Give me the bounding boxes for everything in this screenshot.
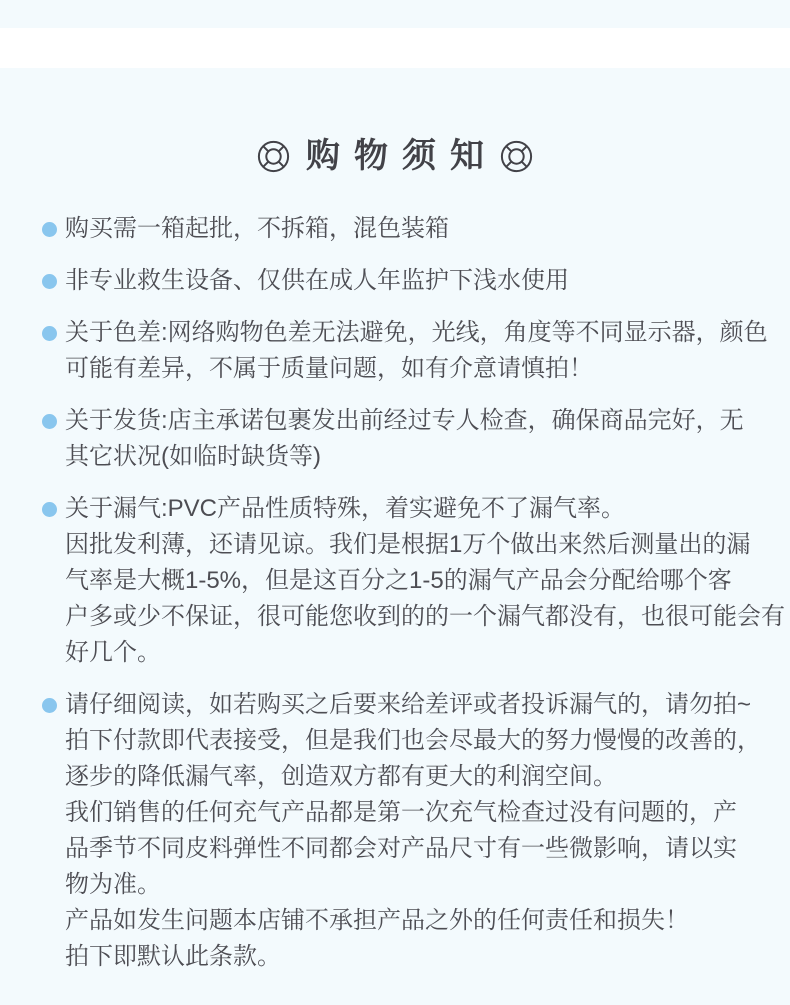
notice-text — [65, 687, 760, 975]
notice-item — [42, 211, 760, 247]
lifebuoy-icon — [257, 140, 290, 173]
shopping-notice-panel — [0, 138, 790, 975]
bullet-dot-icon — [42, 502, 57, 517]
notice-item — [42, 315, 768, 387]
notice-line: 拍下付款即代表接受，但是我们也会尽最大的努力慢慢的改善的， — [65, 727, 761, 754]
notice-text — [65, 315, 768, 387]
notice-line: 购买需一箱起批，不拆箱，混色装箱 — [65, 215, 449, 242]
notice-line: 品季节不同皮料弹性不同都会对产品尺寸有一些微影响，请以实 — [65, 835, 737, 862]
section-header — [0, 138, 790, 174]
notice-line: 我们销售的任何充气产品都是第一次充气检查过没有问题的，产 — [65, 799, 737, 826]
notice-line: 其它状况(如临时缺货等) — [65, 443, 321, 470]
lifebuoy-icon — [500, 140, 533, 173]
notice-item — [42, 403, 760, 475]
bullet-dot-icon — [42, 414, 57, 429]
notice-line: 气率是大概1-5%，但是这百分之1-5的漏气产品会分配给哪个客 — [65, 567, 732, 594]
notice-item — [42, 687, 760, 975]
notice-text — [65, 263, 760, 299]
white-divider-band — [0, 28, 790, 68]
notice-line: 关于漏气:PVC产品性质特殊，着实避免不了漏气率。 — [65, 495, 626, 522]
notice-line: 请仔细阅读，如若购买之后要来给差评或者投诉漏气的，请勿拍~ — [65, 691, 752, 718]
top-spacer-band — [0, 0, 790, 28]
notice-line: 户多或少不保证，很可能您收到的的一个漏气都没有，也很可能会有 — [65, 603, 785, 630]
notice-text — [65, 211, 760, 247]
bullet-dot-icon — [42, 698, 57, 713]
notice-list — [0, 211, 790, 975]
bullet-dot-icon — [42, 326, 57, 341]
notice-line: 可能有差异，不属于质量问题，如有介意请慎拍！ — [65, 355, 593, 382]
notice-line: 产品如发生问题本店铺不承担产品之外的任何责任和损失！ — [65, 907, 689, 934]
notice-line: 关于色差:网络购物色差无法避免，光线，角度等不同显示器，颜色 — [65, 319, 768, 346]
notice-line: 好几个。 — [65, 639, 161, 666]
notice-line: 因批发利薄，还请见谅。我们是根据1万个做出来然后测量出的漏 — [65, 531, 751, 558]
notice-line: 逐步的降低漏气率，创造双方都有更大的利润空间。 — [65, 763, 617, 790]
bullet-dot-icon — [42, 222, 57, 237]
notice-text — [65, 491, 785, 671]
bullet-dot-icon — [42, 274, 57, 289]
page-title: 购物须知 — [306, 137, 498, 175]
notice-line: 物为准。 — [65, 871, 161, 898]
notice-line: 非专业救生设备、仅供在成人年监护下浅水使用 — [65, 267, 569, 294]
notice-line: 拍下即默认此条款。 — [65, 943, 281, 970]
notice-line: 关于发货:店主承诺包裹发出前经过专人检查，确保商品完好，无 — [65, 407, 744, 434]
notice-text — [65, 403, 760, 475]
notice-item — [42, 491, 785, 671]
notice-item — [42, 263, 760, 299]
